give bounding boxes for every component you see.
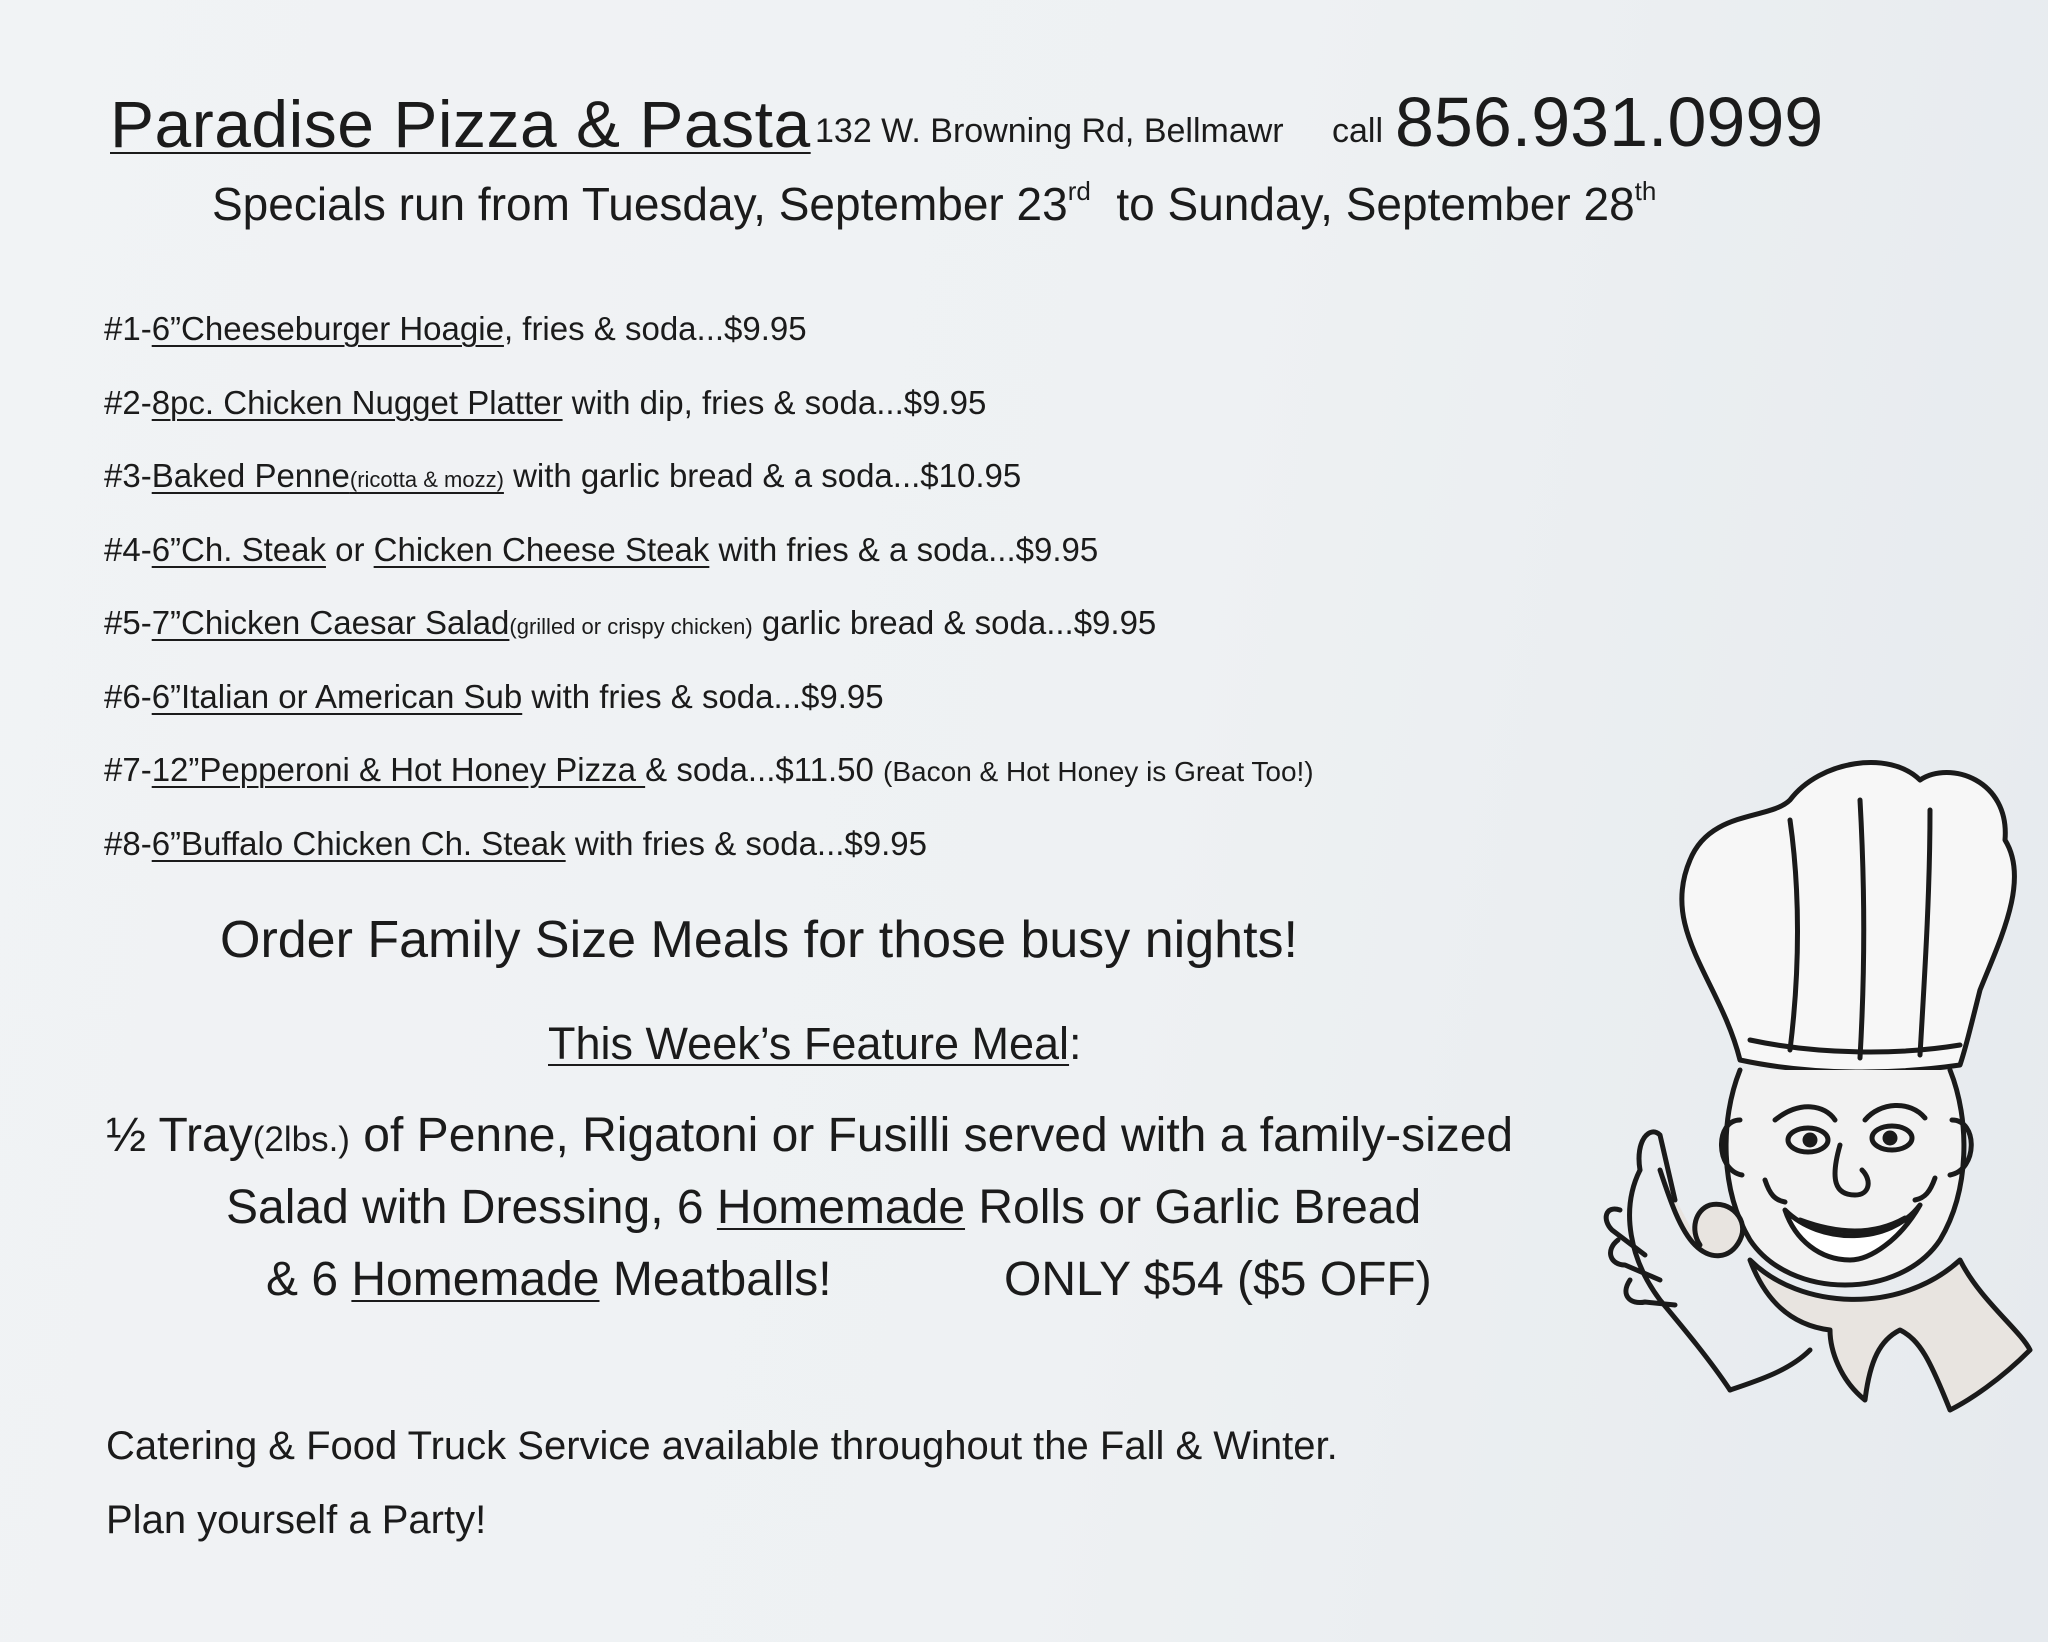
special-number: #5- [104, 604, 152, 641]
feature-rolls-text: Rolls or Garlic Bread [965, 1181, 1422, 1234]
special-name: 6”Italian or American Sub [151, 677, 523, 715]
special-item [104, 825, 1314, 899]
special-name-alt: Chicken Cheese Steak [373, 530, 710, 568]
special-item [104, 457, 1314, 531]
special-number: #6- [104, 677, 152, 715]
call-label: call [1332, 112, 1384, 150]
special-name: 6”Buffalo Chicken Ch. Steak [151, 824, 566, 862]
feature-meal-title: This Week’s Feature Meal [548, 1018, 1070, 1069]
special-name: 8pc. Chicken Nugget Platter [151, 383, 563, 421]
homemade-meatballs-label: Homemade [351, 1253, 600, 1306]
special-item [104, 751, 1314, 825]
family-meals-headline: Order Family Size Meals for those busy nights! [220, 911, 1298, 969]
feature-price: ONLY $54 ($5 OFF) [1004, 1253, 1432, 1306]
special-name: 7”Chicken Caesar Salad [151, 604, 510, 641]
special-name [152, 457, 504, 494]
special-name: 6”Cheeseburger Hoagie [151, 310, 504, 347]
special-number: #1- [104, 310, 152, 347]
special-number: #4- [104, 530, 152, 568]
address-text: 132 W. Browning Rd, Bellmawr [815, 112, 1284, 150]
special-details: with fries & soda...$9.95 [565, 824, 928, 862]
tray-size: ½ Tray [106, 1109, 253, 1162]
special-item [104, 384, 1314, 458]
feature-meatballs-prefix: & 6 [266, 1253, 352, 1306]
special-note: (ricotta & mozz) [349, 467, 504, 492]
feature-line-1 [106, 1108, 1513, 1163]
dates-sup-1: rd [1067, 176, 1091, 206]
catering-note: Catering & Food Truck Service available throughout the Fall & Winter. [106, 1424, 1338, 1468]
homemade-rolls-label: Homemade [716, 1181, 966, 1234]
dates-prefix: Specials run from Tuesday, September 23 [212, 178, 1068, 230]
chef-illustration [1600, 740, 2048, 1420]
special-number: #3- [104, 457, 152, 494]
special-name-text: Baked Penne [151, 457, 350, 494]
special-details: , fries & soda...$9.95 [503, 310, 807, 347]
special-details: with dip, fries & soda...$9.95 [562, 383, 987, 421]
specials-dates [212, 176, 1656, 231]
special-details: & soda...$11.50 [645, 751, 884, 788]
special-number: #8- [104, 824, 152, 862]
special-name: 12”Pepperoni & Hot Honey Pizza [151, 751, 646, 788]
feature-meal-label [548, 1018, 1082, 1070]
special-extra-note: (Bacon & Hot Honey is Great Too!) [883, 756, 1314, 787]
special-item [104, 531, 1314, 605]
tray-description: of Penne, Rigatoni or Fusilli served with a family-sized [349, 1109, 1514, 1162]
feature-salad-text: Salad with Dressing, 6 [226, 1181, 717, 1234]
special-number: #2- [104, 383, 152, 421]
phone-number: 856.931.0999 [1395, 83, 1824, 161]
dates-mid: to Sunday, September 28 [1116, 178, 1635, 230]
special-item [104, 310, 1314, 384]
special-name: 6”Ch. Steak [151, 530, 326, 568]
feature-line-3 [266, 1252, 832, 1307]
restaurant-address [815, 112, 1284, 151]
special-note: (grilled or crispy chicken) [509, 614, 753, 639]
special-item [104, 604, 1314, 678]
special-details: with fries & a soda...$9.95 [709, 530, 1099, 568]
special-number: #7- [104, 751, 152, 788]
party-note: Plan yourself a Party! [106, 1498, 487, 1542]
feature-meatballs-text: Meatballs! [599, 1253, 832, 1306]
specials-list [104, 310, 1314, 898]
special-or: or [325, 530, 374, 568]
feature-line-2 [226, 1180, 1421, 1235]
restaurant-name: Paradise Pizza & Pasta [110, 87, 811, 161]
special-details: with garlic bread & a soda...$10.95 [503, 457, 1022, 494]
feature-colon: : [1069, 1018, 1082, 1069]
special-details: with fries & soda...$9.95 [522, 677, 884, 715]
tray-weight: (2lbs.) [252, 1120, 350, 1159]
special-details: garlic bread & soda...$9.95 [752, 604, 1157, 641]
special-item [104, 678, 1314, 752]
dates-sup-2: th [1634, 176, 1657, 206]
